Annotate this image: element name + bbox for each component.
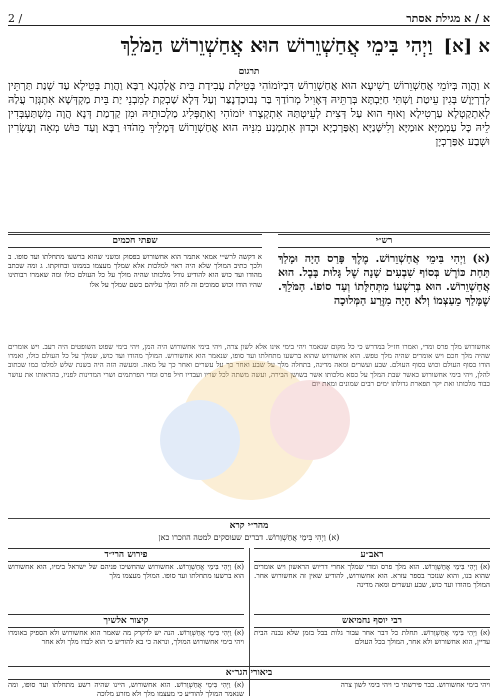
verse-marker: א [א] xyxy=(443,36,490,57)
rishonim-title: ראב״ע xyxy=(254,548,490,562)
commentary-body: אחשורוש מלך פרס ומדי, ואמרו חז״ל במדרש כי כל מקום שנאמר ויהי בימי אינו אלא לשון צרה, ויהי בימי אחשורוש היה המן, ויהי בימי שפוט השופטים היה רעב. ויש אומרים שהיה מלך חכם ויש אומרים שהיה מלך טפש. הוא אחשורוש שהוא ברשעו מתחלתו ועד סופו, שנאמר הוא אחשורוש. המולך מהודו ועד כוש, שמלך על כל העולם כולו, ואמרו הודו בסוף העולם וכוש בסוף העולם. שבע ועשרים ומאה מדינה, בתחלה מלך על שבע ואחר כך על עשרים ואחר כך על מאה. ומעשה הזה היה בשנת שלש למלכו כמו שכתוב להלן, ויהי בימי אחשורוש כאשר שבת המלך על כסא מלכותו אשר בשושן הבירה, ועשה משתה לכל שריו ועבדיו חיל פרס ומדי הפרתמים ושרי המדינות לפניו, בהראותו את עושר כבוד מלכותו ואת יקר תפארת גדולתו ימים רבים שמונים ומאת יום xyxy=(8,342,490,388)
kitzur-alshich-title: קיצור אלשיך xyxy=(8,614,244,628)
page-number: 2 / xyxy=(8,12,23,25)
midrash-david-text: (א) וַיְהִי בִּימֵי אֲחַשְׁוֵרוֹשׁ. אחשורוש שהחשיכו פניהם של ישראל בימיו, הוא אחשורוש הוא ברשעו מתחלתו ועד סופו. המולך מעצמו מלך xyxy=(8,562,244,581)
sifsei-chachamim-title: שפתי חכמים xyxy=(8,234,262,248)
section-divider xyxy=(8,232,490,233)
rishonim-text: (א) וַיְהִי בִּימֵי אֲחַשְׁוֵרוֹשׁ. הוא מלך פרס ומדי שמלך אחרי דריוש הראשון ויש אומרים שהוא בנו, והוא שנזכר בספר עזרא. הוא אחשורוש, להודיע שאין זה אחשורוש אחר. המולך מהודו ועד כוש, שבע ועשרים ומאה מדינה xyxy=(254,562,490,590)
kitzur-alshich-text: (א) וַיְהִי בִּימֵי אֲחַשְׁוֵרוֹשׁ. הנה יש לדקדק מה שאמר הוא אחשורוש ולא הספיק באומרו ויהי בימי אחשורוש המולך, ונראה כי בא להודיע כי הוא לבדו מלך ולא אחר xyxy=(8,628,244,647)
mahari-kara-title: מהר״י קרא xyxy=(229,521,269,531)
biurei-gra-text: (א) וַיְהִי בִּימֵי אֲחַשְׁוֵרוֹשׁ. הוא אחשורוש, היינו שהיה רשע מתחלתו ועד סופו, ומה שנאמר המולך להודיע כי מעצמו מלך ולא מזרע מלוכה xyxy=(8,680,244,698)
running-header xyxy=(8,3,490,26)
midrash-david-title: פירוש הרי״ד xyxy=(8,548,244,562)
verse-heading xyxy=(8,32,490,60)
mahari-kara-text: (א) וַיְהִי בִּימֵי אֲחַשְׁוֵרוֹשׁ. דברים שעוסקים למטה הוזכרו כאן xyxy=(158,533,340,542)
rabbi-yosef-text: (א) וַיְהִי בִּימֵי אֲחַשְׁוֵרוֹשׁ. תחלת כל דבר אחר עבור גלות בבל בזמן שלא נבנה הבית עדיין, הוא אחשורוש ולא אחר, המולך בכל העולם xyxy=(254,628,490,647)
ibn-ezra-text: ויהי בימי אחשורוש. כבר פירשתי כי ויהי בימי לשון צרה xyxy=(340,680,490,689)
rashi-title: רש״י xyxy=(278,234,490,248)
targum-title: תרגום xyxy=(238,67,260,77)
targum-text: א וַהֲוָה בְּיוֹמֵי אֲחַשְׁוֵרוֹשׁ רַשִׁיעָא הוּא אֲחַשְׁוֵרוֹשׁ דִּבְיוֹמוֹהִי בְּטֵילַת עֲבִידַת בֵּית אֱלָהָנָא רַבָּא וַהֲוַת בְּטֵילָא עַד שְׁנַת תַּרְתֵּין לְדָרְיָוֶשׁ בְּגִין עֵיטַת וַשְׁתִּי חַיַּבְתָּא בְּרַתֵּיהּ דְּאֶוִיל מְרוֹדַךְ בַּר נְבוּכַדְנֶצַּר וְעַל דְּלָא שַׁבְקַת לְמִבְנֵי יַת בֵּית מַקְדְּשָׁא אִתְגְּזַר עֲלַהּ לְאִתְקַטְלָא עַרְטִילָא וְאוּף הוּא עַל דְּצִית לְעֵיטְתַּהּ אִתְקְצָרוּ יוֹמוֹהִי וְאִתְפְּלִיג מַלְכוּתֵיהּ וּמִן קַדְמַת דְּנָא הֲוָה מִשְׁתַּעְבְּדִין לֵיהּ כָּל עַמְמַיָּא אוּמַיָּא וְלִישָּׁנַיָּא וְאַפַּרְכְיָא וּכְדוּן אִתְמְנַע מִנֵּיהּ הוּא אֲחַשְׁוֵרוֹשׁ דְּמָלֵיךְ מֵהֹדּוּ רַבָּא וְעַד כּוּשׁ מְאָה וְעֶשְׂרִין וּשְׁבַע אַפַּרְכְיָן xyxy=(8,79,490,148)
running-title: א / א מגילת אסתר xyxy=(406,12,490,25)
verse-text: וַיְהִי בִּימֵי אֲחַשְׁוֵרוֹשׁ הוּא אֲחַשְׁוֵרוֹשׁ הַמֹּלֵךְ xyxy=(120,33,433,57)
rabbi-yosef-title: רבי יוסף נחמיאש xyxy=(254,614,490,628)
biurei-gra-title: ביאורי הגר״א xyxy=(8,666,490,680)
rashi-text: (א) וַיְהִי בִּימֵי אֲחַשְׁוֵרוֹשׁ. מֶלֶךְ פָּרַס הָיָה וּמָלַךְ תַּחַת כּוֹרֶשׁ בְּסוֹף שִׁבְעִים שָׁנָה שֶׁל גָּלוּת בָּבֶל. הוּא אֲחַשְׁוֵרוֹשׁ. הוּא בְּרִשְׁעוֹ מִתְּחִלָּתוֹ וְעַד סוֹפוֹ. הַמֹּלֵךְ. שֶׁמָּלַךְ מֵעַצְמוֹ וְלֹא הָיָה מִזֶּרַע הַמְּלוּכָה xyxy=(278,252,490,307)
section-divider xyxy=(8,518,490,519)
sifsei-chachamim-text: א דקשה לרש״י אמאי אתמר הוא אחשורוש בפסוק ומשני שהוא ברשעו מתחלתו ועד סופו. ב ולכך כתיב המולך שלא היה ראוי למלכות אלא שמלך מעצמו בממונו ובחזקתו. ג ומה שכתב מהודו ועד כוש הוא להודיע גודל מלכותו שהיה מולך על כל העולם כולו ומה שאמרו רבותינו שהיו הודו וכוש סמוכים זה לזה ומלך עליהם כשם שמלך על אלו xyxy=(8,252,262,289)
